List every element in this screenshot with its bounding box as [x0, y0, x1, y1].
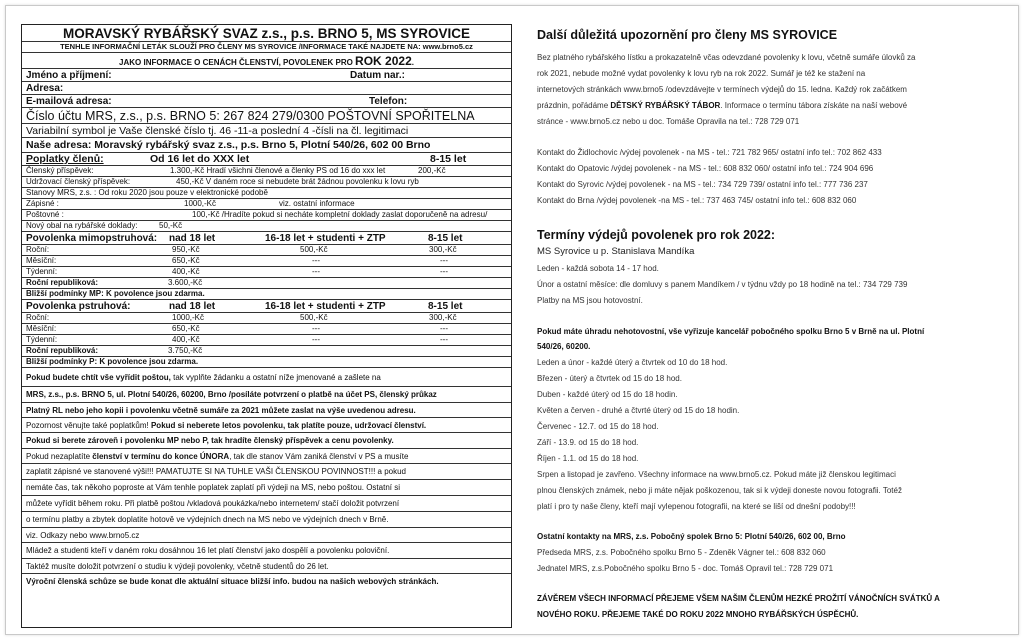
year-highlight: ROK 2022 — [355, 54, 412, 68]
note-unpaid-line1: Pokud nezaplatíte členství v termínu do konce ÚNORA, tak dle stanov Vám zaniká členství v PS a musíte — [22, 449, 511, 464]
schedule-photo: plnou členských známek, nebo ji máte nějak poškozenou, tak si k výdeji doneste novou fotografii. Totéž — [537, 486, 902, 495]
other-contacts-header: Ostatní kontakty na MRS, z.s. Pobočný spolek Brno 5: Plotní 540/26, 602 00, Brno — [537, 532, 846, 541]
contact-secretary: Jednatel MRS, z.s.Pobočného spolku Brno 5 - doc. Tomáš Opravil tel.: 728 729 071 — [537, 564, 834, 573]
notices-title: Další důležitá upozornění pro členy MS SYROVICE — [537, 28, 838, 42]
schedule-may-jun: Květen a červen - druhé a čtvrté úterý od 15 do 18 hodin. — [537, 406, 740, 415]
our-address: Naše adresa: Moravský rybářský svaz z.s., p.s. Brno 5, Plotní 540/26, 602 00 Brno — [22, 138, 511, 153]
postovne-row: Poštovné : 100,-Kč /Hradíte pokud si necháte kompletní doklady zaslat doporučeně na adresu/ — [22, 210, 511, 221]
ms-subtitle: MS Syrovice u p. Stanislava Mandíka — [537, 246, 695, 257]
closing-line2: NOVÉHO ROKU. PŘEJEME TAKÉ DO ROKU 2022 MNOHO RYBÁŘSKÝCH ÚSPĚCHŮ. — [537, 610, 859, 619]
schedule-jul: Červenec - 12.7. od 15 do 18 hod. — [537, 422, 659, 431]
mp-row-weekly: Týdenní: 400,-Kč --- --- — [22, 267, 511, 278]
note-youth: Mládež a studenti kteří v daném roku dosáhnou 16 let platí členství jako dospělí a povolenku poloviční. — [22, 543, 511, 559]
note-fees-attention: Pozornost věnujte také poplatkům! Pokud si neberete letos povolenku, tak platíte pouze, udržovací členství. — [22, 418, 511, 433]
fees-label: Poplatky členů: — [26, 153, 104, 165]
member-leaflet-form — [21, 24, 512, 628]
note-annual-meeting: Výroční členská schůze se bude konat dle aktuální situace bližší info. budou na našich webových stránkách. — [26, 577, 439, 586]
note-links[interactable]: viz. Odkazy nebo www.brno5.cz — [22, 528, 511, 543]
note-unpaid-line5: o termínu platby a zbytek doplatite hotově ve výdejních dnech na MS nebo ve výdejních dnech v Brně. — [22, 512, 511, 528]
document-page — [5, 5, 1019, 635]
note-post-line3: Platný RL nebo jeho kopii i povolenku včetně sumáře za 2021 můžete zaslat na výše uvedenou adresu. — [22, 403, 511, 418]
notice-p4: prázdnin, pořádáme DĚTSKÝ RYBÁŘSKÝ TÁBOR. Informace o termínu tábora získáte na naší webové — [537, 101, 908, 110]
schedule-jan-feb: Leden a únor - každé úterý a čtvrtek od 10 do 18 hod. — [537, 358, 728, 367]
p-row-annual: Roční: 1000,-Kč 500,-Kč 300,-Kč — [22, 313, 511, 324]
mp-row-annual: Roční: 950,-Kč 500,-Kč 300,-Kč — [22, 245, 511, 256]
p-row-weekly: Týdenní: 400,-Kč --- --- — [22, 335, 511, 346]
dob-label: Datum nar.: — [350, 70, 406, 81]
schedule-oct: Říjen - 1.1. od 15 do 18 hod. — [537, 454, 639, 463]
note-unpaid-line4: můžete vyřídit během roku. Při platbě poštou /vkladová poukázka/nebo internetem/ stačí doložit potvrzení — [22, 496, 511, 512]
note-unpaid-line3: nemáte čas, tak někoho poproste at Vám tenhle poplatek zaplatí při výdeji na MS, nebo poštou. Ostatní si — [22, 480, 511, 496]
schedule-mar: Březen - úterý a čtvrtek od 15 do 18 hod. — [537, 374, 682, 383]
leaflet-intro-line1: TENHLE INFORMAČNÍ LETÁK SLOUŽÍ PRO ČLENY MS SYROVICE /INFORMACE TAKÉ NAJDETE NA: www.brno5.cz — [22, 42, 511, 53]
note-post-line2: MRS, z.s., p.s. BRNO 5, ul. Plotní 540/26, 60200, Brno /posíláte potvrzení o platbě na účet PS, členský průkaz — [22, 387, 511, 403]
address-row[interactable] — [22, 82, 511, 95]
mp-row-monthly: Měsíční: 650,-Kč --- --- — [22, 256, 511, 267]
term-payment: Platby na MS jsou hotovostní. — [537, 296, 643, 305]
zapisne-row: Zápisné : 1000,-Kč viz. ostatní informace — [22, 199, 511, 210]
note-unpaid-line2: zaplatit zápisné ve stanovené výši!!! PAMATUJTE SI NA TUHLE VAŠI ČLENSKOU POVINNOST!!! a pokud — [22, 464, 511, 480]
notice-p3: internetových stránkách www.brno5 /odevzdávejte v termínech výdejů do 15. ledna. Každý rok začátkem — [537, 85, 907, 94]
phone-label: Telefon: — [369, 96, 408, 107]
schedule-closed: Srpen a listopad je zavřeno. Všechny informace na www.brno5.cz. Pokud máte již členskou legitimaci — [537, 470, 896, 479]
stanovy-row: Stanovy MRS, z.s. : Od roku 2020 jsou pouze v elektronické podobě — [22, 188, 511, 199]
fees-col-child: 8-15 let — [430, 153, 467, 165]
fee-membership-row: Členský příspěvek: 1.300,-Kč Hradí všichni členové a členky PS od 16 do xxx let 200,-Kč — [22, 166, 511, 177]
office-line2: 540/26, 60200. — [537, 342, 591, 351]
p-header-row: Povolenka pstruhová: nad 18 let 16-18 let + studenti + ZTP 8-15 let — [22, 300, 511, 313]
fee-maintenance-row: Udržovací členský příspěvek: 450,-Kč V daném roce si nebudete brát žádnou povolenku k lovu ryb — [22, 177, 511, 188]
mp-note: Bližší podmínky MP: K povolence jsou zdarma. — [22, 289, 511, 300]
fees-col-adult: Od 16 let do XXX let — [150, 153, 250, 165]
notice-p1: Bez platného rybářského lístku a prokazatelně včas odevzdané povolenky k lovu, včetně sumáře úlovků za — [537, 53, 916, 62]
email-row[interactable] — [22, 95, 511, 108]
leaflet-title: MORAVSKÝ RYBÁŘSKÝ SVAZ z.s., p.s. BRNO 5, MS SYROVICE — [22, 25, 511, 42]
term-february: Únor a ostatní měsíce: dle domluvy s panem Mandíkem / v týdnu vždy po 18 hodině na tel.: 734 729 739 — [537, 280, 908, 289]
p-row-monthly: Měsíční: 650,-Kč --- --- — [22, 324, 511, 335]
camp-highlight: DĚTSKÝ RYBÁŘSKÝ TÁBOR — [610, 101, 721, 110]
p-row-republic: Roční republiková: 3.750,-Kč — [22, 346, 511, 357]
leaflet-intro-line2: JAKO INFORMACE O CENÁCH ČLENSTVÍ, POVOLENEK PRO ROK 2022. — [22, 53, 511, 69]
contact-zidlochovice: Kontakt do Židlochovic /výdej povolenek - na MS - tel.: 721 782 965/ ostatní info tel.: 702 862 433 — [537, 148, 882, 157]
p-note: Bližší podmínky P: K povolence jsou zdarma. — [22, 357, 511, 368]
mp-header-row: Povolenka mimopstruhová: nad 18 let 16-18 let + studenti + ZTP 8-15 let — [22, 232, 511, 245]
schedule-apr: Duben - každé úterý od 15 do 18 hodin. — [537, 390, 678, 399]
terms-title: Termíny výdejů povolenek pro rok 2022: — [537, 228, 776, 242]
note-students: Taktéž musíte doložit potvrzení o studiu k výdeji povolenky, včetně studentů do 26 let. — [22, 559, 511, 574]
office-line1: Pokud máte úhradu nehotovostní, vše vyřizuje kancelář pobočného spolku Brno 5 v Brně na ul. Plotní — [537, 327, 925, 336]
closing-line1: ZÁVĚREM VŠECH INFORMACÍ PŘEJEME VŠEM NAŠIM ČLENŮM HEZKÉ PROŽITÍ VÁNOČNÍCH SVÁTKŮ A — [537, 594, 940, 603]
novy-obal-row: Nový obal na rybářské doklady: 50,-Kč — [22, 221, 511, 232]
email-label: E-mailová adresa: — [26, 96, 112, 107]
contact-chairman: Předseda MRS, z.s. Pobočného spolku Brno 5 - Zdeněk Vágner tel.: 608 832 060 — [537, 548, 826, 557]
schedule-photo2: platí i pro ty naše členy, kteří mají vylepenou fotografii, na které se liší od dnešní podoby!!! — [537, 502, 856, 511]
name-label: Jméno a příjmení: — [26, 70, 112, 81]
contact-brno: Kontakt do Brna /výdej povolenek -na MS - tel.: 737 463 745/ ostatní info tel.: 608 832 060 — [537, 196, 857, 205]
account-number: Číslo účtu MRS, z.s., p.s. BRNO 5: 267 824 279/0300 POŠTOVNÍ SPOŘITELNA — [22, 108, 511, 124]
address-label: Adresa: — [26, 83, 64, 94]
contact-opatovice: Kontakt do Opatovic /výdej povolenek - na MS - tel.: 608 832 060/ ostatní info tel.: 724 904 696 — [537, 164, 874, 173]
notice-p2: rok 2021, nebude možné vydat povolenky k lovu ryb na rok 2022. Sumář je též ke stažení na — [537, 69, 866, 78]
notice-p5: stránce - www.brno5.cz nebo u doc. Tomáše Opravila na tel.: 728 729 071 — [537, 117, 800, 126]
term-january: Leden - každá sobota 14 - 17 hod. — [537, 264, 659, 273]
schedule-sep: Září - 13.9. od 15 do 18 hod. — [537, 438, 639, 447]
fees-header-row — [22, 153, 511, 166]
contact-syrovice: Kontakt do Syrovic /výdej povolenek - na MS - tel.: 734 729 739/ ostatní info tel.: 777 736 237 — [537, 180, 868, 189]
note-post-line1: Pokud budete chtít vše vyřídit poštou, tak vyplňte žádanku a ostatní níže jmenované a zašlete na — [22, 368, 511, 387]
variable-symbol: Variabilní symbol je Vaše členské číslo tj. 46 -11-a poslední 4 -čísli na čl. legitimaci — [22, 124, 511, 138]
name-row[interactable] — [22, 69, 511, 82]
mp-row-republic: Roční republiková: 3.600,-Kč — [22, 278, 511, 289]
note-mp-p: Pokud si berete zároveň i povolenku MP nebo P, tak hradíte členský příspěvek a cenu povolenky. — [22, 433, 511, 449]
